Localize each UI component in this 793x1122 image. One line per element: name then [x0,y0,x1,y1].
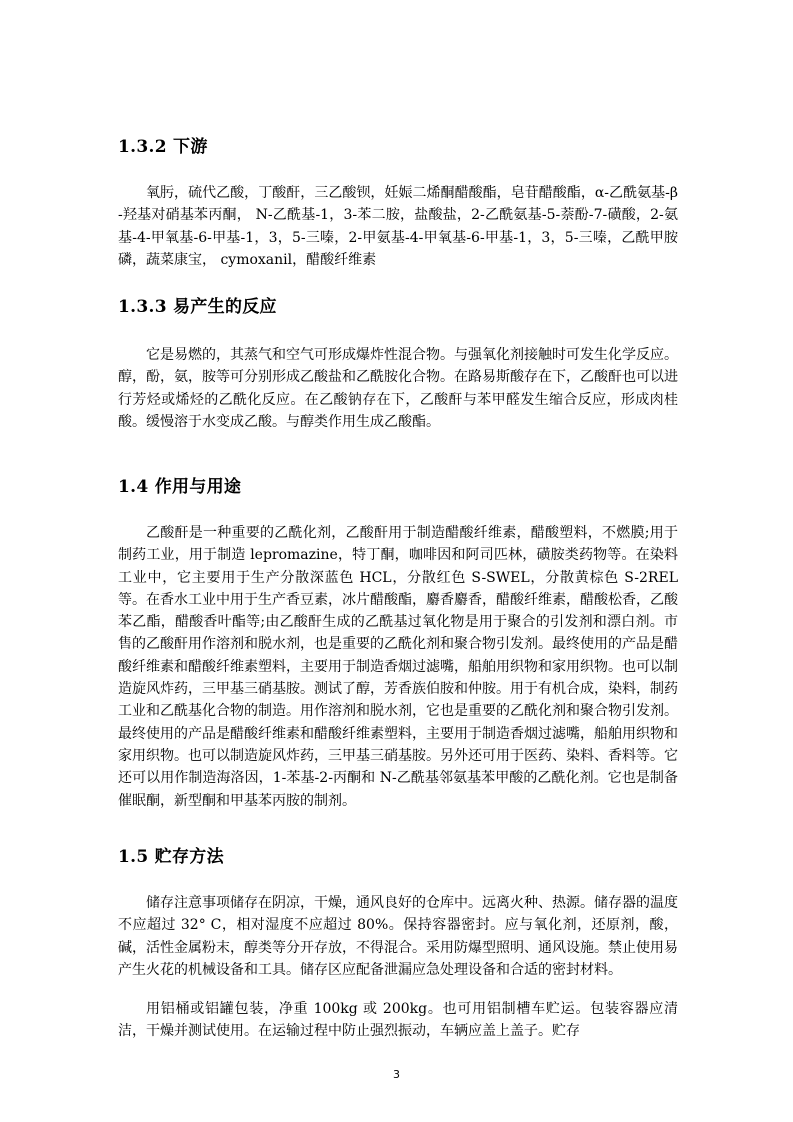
paragraph-reactions: 它是易燃的，其蒸气和空气可形成爆炸性混合物。与强氧化剂接触时可发生化学反应。醇，酚，氨，胺等可分别形成乙酸盐和乙酰胺化合物。在路易斯酸存在下，乙酸酐也可以进行芳烃或烯烃的乙酰化反应。在乙酸钠存在下，乙酸酐与苯甲醛发生缩合反应，形成肉桂酸。缓慢溶于水变成乙酸。与醇类作用生成乙酸酯。 [118,347,678,430]
section-heading-1-5: 1.5 贮存方法 [118,847,224,867]
paragraph-uses: 乙酸酐是一种重要的乙酰化剂，乙酸酐用于制造醋酸纤维素，醋酸塑料，不燃膜;用于制药工业，用于制造 lepromazine，特丁酮，咖啡因和阿司匹林，磺胺类药物等。在染料工业中，它主要用于生产分散深蓝色 HCL，分散红色 S-SWEL，分散黄棕色 S-2REL 等。在香水工业中用于生产香豆素，冰片醋酸酯，麝香麝香，醋酸纤维素，醋酸松香，乙酸苯乙酯，醋酸香叶酯等;由乙酸酐生成的乙酰基过氧化物是用于聚合的引发剂和漂白剂。市售的乙酸酐用作溶剂和脱水剂，也是重要的乙酰化剂和聚合物引发剂。最终使用的产品是醋酸纤维素和醋酸纤维素塑料，主要用于制造香烟过滤嘴，船舶用织物和家用织物。也可以制造旋风炸药，三甲基三硝基胺。测试了醇，芳香族伯胺和仲胺。用于有机合成，染料，制药工业和乙酰基化合物的制造。用作溶剂和脱水剂，它也是重要的乙酰化剂和聚合物引发剂。最终使用的产品是醋酸纤维素和醋酸纤维素塑料，主要用于制造香烟过滤嘴，船舶用织物和家用织物。也可以制造旋风炸药，三甲基三硝基胺。另外还可用于医药、染料、香料等。它还可以用作制造海洛因，1-苯基-2-丙酮和 N-乙酰基邻氨基苯甲酸的乙酰化剂。它也是制备催眠酮，新型酮和甲基苯丙胺的制剂。 [118,525,678,809]
page-number: 3 [393,1068,400,1081]
paragraph-downstream: 氧肟，硫代乙酸，丁酸酐，三乙酸钡，妊娠二烯酮醋酸酯，皂苷醋酸酯，α-乙酰氨基-β-羟基对硝基苯丙酮， N-乙酰基-1，3-苯二胺，盐酸盐，2-乙酰氨基-5-萘酚-7-磺酸，2-氨基-4-甲氧基-6-甲基-1，3，5-三嗪，2-甲氨基-4-甲氧基-6-甲基-1，3，5-三嗪，乙酰甲胺磷，蔬菜康宝， cymoxanil，醋酸纤维素 [118,185,678,268]
section-heading-1-4: 1.4 作用与用途 [118,477,242,497]
section-heading-1-3-3: 1.3.3 易产生的反应 [118,297,277,317]
section-heading-1-3-2: 1.3.2 下游 [118,137,208,157]
paragraph-storage-1: 储存注意事项储存在阴凉，干燥，通风良好的仓库中。远离火种、热源。储存器的温度不应超过 32° C，相对湿度不应超过 80%。保持容器密封。应与氧化剂，还原剂，酸，碱，活性金属粉末，醇类等分开存放，不得混合。采用防爆型照明、通风设施。禁止使用易产生火花的机械设备和工具。储存区应配备泄漏应急处理设备和合适的密封材料。 [118,895,678,978]
paragraph-storage-2: 用铝桶或铝罐包装，净重 100kg 或 200kg。也可用铝制槽车贮运。包装容器应清洁，干燥并测试使用。在运输过程中防止强烈振动，车辆应盖上盖子。贮存 [118,1001,678,1040]
